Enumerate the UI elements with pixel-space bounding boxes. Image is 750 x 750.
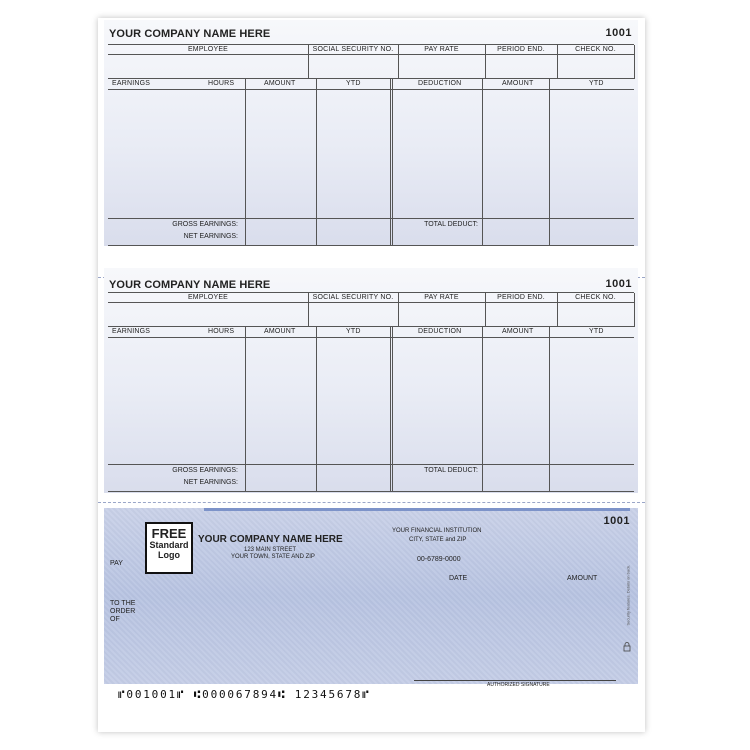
net-earnings-label: NET EARNINGS: [183, 233, 238, 240]
col-ytd [316, 327, 393, 491]
amount-label: AMOUNT [567, 575, 598, 582]
earnings-deductions-grid [108, 78, 634, 247]
security-features-note: Security features. Details on back. [625, 564, 631, 626]
pay-stub-bottom [104, 268, 638, 493]
stub-company-name: YOUR COMPANY NAME HERE [109, 279, 271, 291]
label-deduction: DEDUCTION [418, 80, 462, 87]
total-deduct-label: TOTAL DEDUCT: [424, 221, 478, 228]
label-earnings: EARNINGS [112, 328, 151, 335]
micr-line: ⑈001001⑈ ⑆000067894⑆ 12345678⑈ [118, 688, 371, 701]
net-earnings-label: NET EARNINGS: [183, 479, 238, 486]
date-label: DATE [449, 575, 468, 582]
signature-label: AUTHORIZED SIGNATURE [487, 682, 550, 688]
header-check-no: CHECK NO. [557, 45, 635, 79]
label-deduction: DEDUCTION [418, 328, 462, 335]
bottom-line [108, 491, 634, 492]
check-number: 1001 [603, 515, 630, 527]
check-top-band [204, 508, 630, 511]
col-amount [245, 79, 317, 245]
label-ded-ytd: YTD [589, 80, 604, 87]
total-deduct-label: TOTAL DEDUCT: [424, 467, 478, 474]
gross-earnings-label: GROSS EARNINGS: [172, 221, 238, 228]
check-body [104, 508, 638, 688]
label-ded-amount: AMOUNT [502, 328, 534, 335]
pay-stub-top [104, 20, 638, 246]
label-ytd: YTD [346, 328, 361, 335]
header-pay-rate: PAY RATE [398, 45, 486, 79]
bank-city: CITY, STATE and ZIP [409, 537, 467, 543]
label-ded-amount: AMOUNT [502, 80, 534, 87]
header-period-end: PERIOD END. [485, 293, 558, 327]
pay-label: PAY [110, 560, 123, 567]
signature-line [414, 680, 616, 681]
lock-icon [623, 642, 631, 652]
header-check-no: CHECK NO. [557, 293, 635, 327]
paycheck-form [98, 18, 645, 732]
stub-company-name: YOUR COMPANY NAME HERE [109, 28, 271, 40]
stub-check-number: 1001 [605, 27, 632, 39]
totals-line [108, 218, 634, 219]
bank-name: YOUR FINANCIAL INSTITUTION [392, 528, 482, 534]
stub-header-row [108, 292, 634, 327]
gross-earnings-label: GROSS EARNINGS: [172, 467, 238, 474]
col-ded-amount [482, 79, 550, 245]
col-amount [245, 327, 317, 491]
label-underline [108, 337, 634, 338]
perforation-line [98, 502, 645, 503]
of-label: OF [110, 616, 120, 623]
stub-check-number: 1001 [605, 278, 632, 290]
routing-fraction: 00-6789-0000 [417, 556, 461, 563]
header-period-end: PERIOD END. [485, 45, 558, 79]
label-ded-ytd: YTD [589, 328, 604, 335]
company-street: 123 MAIN STREET [244, 547, 297, 553]
company-city: YOUR TOWN, STATE AND ZIP [231, 554, 315, 560]
label-amount: AMOUNT [264, 328, 296, 335]
label-underline [108, 89, 634, 90]
bottom-line [108, 245, 634, 246]
col-ytd [316, 79, 393, 245]
label-hours: HOURS [208, 328, 235, 335]
label-amount: AMOUNT [264, 80, 296, 87]
check-company-name: YOUR COMPANY NAME HERE [198, 534, 343, 545]
stub-header-row [108, 44, 634, 79]
label-hours: HOURS [208, 80, 235, 87]
to-the-label: TO THE [110, 600, 136, 607]
header-ssn: SOCIAL SECURITY NO. [308, 45, 399, 79]
label-earnings: EARNINGS [112, 80, 151, 87]
header-pay-rate: PAY RATE [398, 293, 486, 327]
header-employee: EMPLOYEE [108, 45, 309, 79]
header-ssn: SOCIAL SECURITY NO. [308, 293, 399, 327]
totals-line [108, 464, 634, 465]
header-employee: EMPLOYEE [108, 293, 309, 327]
order-label: ORDER [110, 608, 136, 615]
label-ytd: YTD [346, 80, 361, 87]
company-logo: FREE Standard Logo [145, 522, 193, 574]
earnings-deductions-grid [108, 326, 634, 495]
col-ded-amount [482, 327, 550, 491]
